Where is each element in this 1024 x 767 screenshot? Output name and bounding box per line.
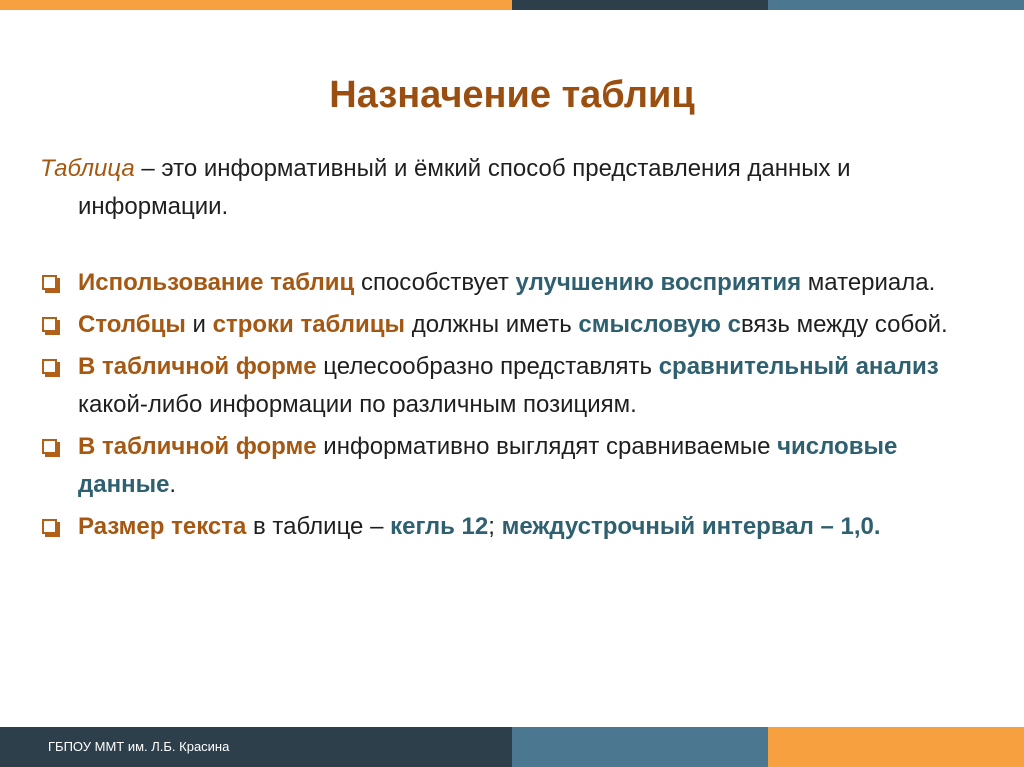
intro-term: Таблица [40, 155, 135, 182]
slide-title: Назначение таблиц [329, 74, 695, 116]
keyword: междустрочный интервал – 1,0. [501, 513, 881, 540]
top-decor-bar [0, 0, 1024, 10]
keyword: Использование таблиц [78, 269, 355, 296]
checkbox-bullet-icon [42, 275, 57, 290]
keyword: смысловую с [578, 311, 741, 338]
keyword: Столбцы [78, 311, 186, 338]
list-item [40, 264, 990, 302]
keyword: Размер текста [78, 513, 247, 540]
text: . [169, 471, 177, 498]
checkbox-bullet-icon [42, 439, 57, 454]
bullet-list [40, 264, 990, 546]
checkbox-bullet-icon [42, 317, 57, 332]
keyword: кегль 12 [390, 513, 489, 540]
text: должны иметь [405, 311, 579, 338]
text: какой-либо информации по различным позициям. [78, 391, 637, 418]
top-bar-orange-segment [0, 0, 512, 10]
text: материала. [801, 269, 936, 296]
top-bar-blue-segment [768, 0, 1024, 10]
intro-definition: – это информативный и ёмкий способ представления данных и информации. [78, 155, 851, 220]
list-item [40, 348, 990, 424]
slide-content [40, 150, 990, 550]
text: в таблице – [246, 513, 391, 540]
text: целесообразно представлять [316, 353, 659, 380]
text: вязь между собой. [740, 311, 948, 338]
footer-blue-segment [512, 727, 768, 767]
text: информативно выглядят сравниваемые [316, 433, 778, 460]
text: и [185, 311, 213, 338]
keyword: В табличной форме [78, 353, 317, 380]
list-item [40, 508, 990, 546]
keyword: сравнительный анализ [658, 353, 939, 380]
list-item [40, 428, 990, 504]
keyword: строки таблицы [212, 311, 406, 338]
intro-paragraph [40, 150, 990, 226]
keyword: числовые данные [78, 433, 898, 498]
list-item [40, 306, 990, 344]
top-bar-dark-segment [512, 0, 768, 10]
footer-text: ГБПОУ ММТ им. Л.Б. Красина [48, 739, 230, 754]
keyword: улучшению восприятия [515, 269, 802, 296]
checkbox-bullet-icon [42, 519, 57, 534]
keyword: В табличной форме [78, 433, 317, 460]
text: способствует [354, 269, 516, 296]
text: ; [488, 513, 502, 540]
footer-orange-segment [768, 727, 1024, 767]
checkbox-bullet-icon [42, 359, 57, 374]
